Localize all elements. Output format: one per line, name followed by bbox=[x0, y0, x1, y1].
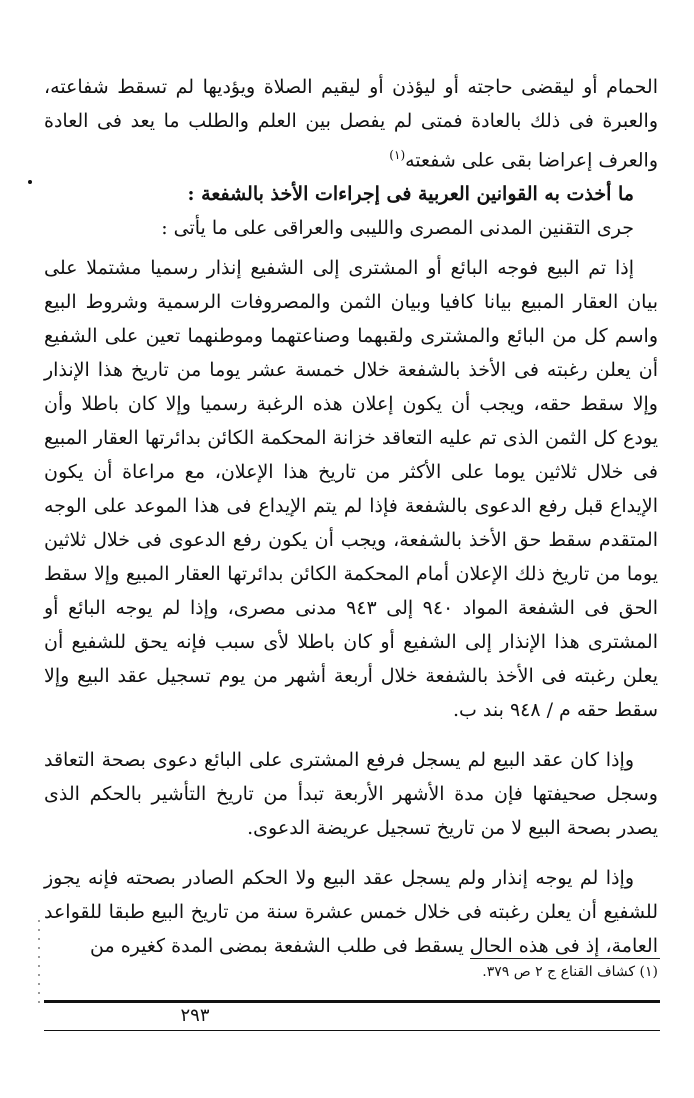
paragraph-intro bbox=[44, 70, 658, 177]
page-rule-top bbox=[44, 1000, 660, 1003]
scan-specks bbox=[38, 920, 40, 1010]
ink-dot bbox=[28, 180, 32, 184]
page-number: ٢٩٣ bbox=[180, 1005, 210, 1026]
footnote-reference: (١) bbox=[389, 148, 406, 162]
paragraph-main: إذا تم البيع فوجه البائع أو المشترى إلى الشفيع إنذار رسميا مشتملا على بيان العقار المبيع بيانا كافيا وبيان الثمن والمصروفات الرسمية وشروط البيع واسم كل من البائع والمشترى ولقبهما وصناعتهما وموطنهما تعين على الشفيع أن يعلن رغبته فى الأخذ بالشفعة خلال خمسة عشر يوما من تاريخ هذا الإنذار وإلا سقط حقه، ويجب أن يكون إعلان هذه الرغبة رسميا وإلا كان باطلا وأن يودع كل الثمن الذى تم عليه التعاقد خزانة المحكمة الكائن بدائرتها العقار المبيع فى خلال ثلاثين يوما على الأكثر من تاريخ هذا الإعلان، مع مراعاة أن يكون الإيداع قبل رفع الدعوى بالشفعة فإذا لم يتم الإيداع فى هذا الموعد على الوجه المتقدم سقط حق الأخذ بالشفعة، ويجب أن يكون رفع الدعوى فى خلال ثلاثين يوما من تاريخ ذلك الإعلان أمام المحكمة الكائن بدائرتها العقار المبيع وإلا سقط الحق فى الشفعة المواد ٩٤٠ إلى ٩٤٣ مدنى مصرى، وإذا لم يوجه البائع أو المشترى هذا الإنذار إلى الشفيع أو كان باطلا لأى سبب فإنه يحق للشفيع أن يعلن رغبته فى الأخذ بالشفعة خلال أربعة أشهر من يوم تسجيل عقد البيع وإلا سقط حقه م / ٩٤٨ بند ب. bbox=[44, 257, 658, 722]
footnote: (١) كشاف القناع ج ٢ ص ٣٧٩. bbox=[482, 964, 658, 980]
page-rule-bottom bbox=[44, 1030, 660, 1031]
section-subheading: جرى التقنين المدنى المصرى والليبى والعراقى على ما يأتى : bbox=[161, 217, 634, 240]
paragraph-second: وإذا كان عقد البيع لم يسجل فرفع المشترى على البائع دعوى بصحة التعاقد وسجل صحيفتها فإن مدة الأشهر الأربعة تبدأ من تاريخ التأشير بالحكم الذى يصدر بصحة البيع لا من تاريخ تسجيل عريضة الدعوى. bbox=[44, 749, 658, 840]
paragraph-third: وإذا لم يوجه إنذار ولم يسجل عقد البيع ولا الحكم الصادر بصحته فإنه يجوز للشفيع أن يعلن رغبته فى خلال خمس عشرة سنة من تاريخ البيع طبقا للقواعد العامة، إذ فى هذه الحال يسقط فى طلب الشفعة بمضى المدة كغيره من bbox=[44, 867, 658, 958]
body-text bbox=[44, 70, 658, 963]
paragraph-intro-text: الحمام أو ليقضى حاجته أو ليؤذن أو ليقيم الصلاة ويؤديها لم تسقط شفاعته، والعبرة فى ذلك بالعادة فمتى لم يفصل بين العلم والطلب ما يعد فى العادة والعرف إعراضا بقى على شفعته bbox=[44, 76, 658, 172]
footnote-rule bbox=[470, 958, 660, 959]
section-heading: ما أخذت به القوانين العربية فى إجراءات الأخذ بالشفعة : bbox=[187, 183, 634, 206]
